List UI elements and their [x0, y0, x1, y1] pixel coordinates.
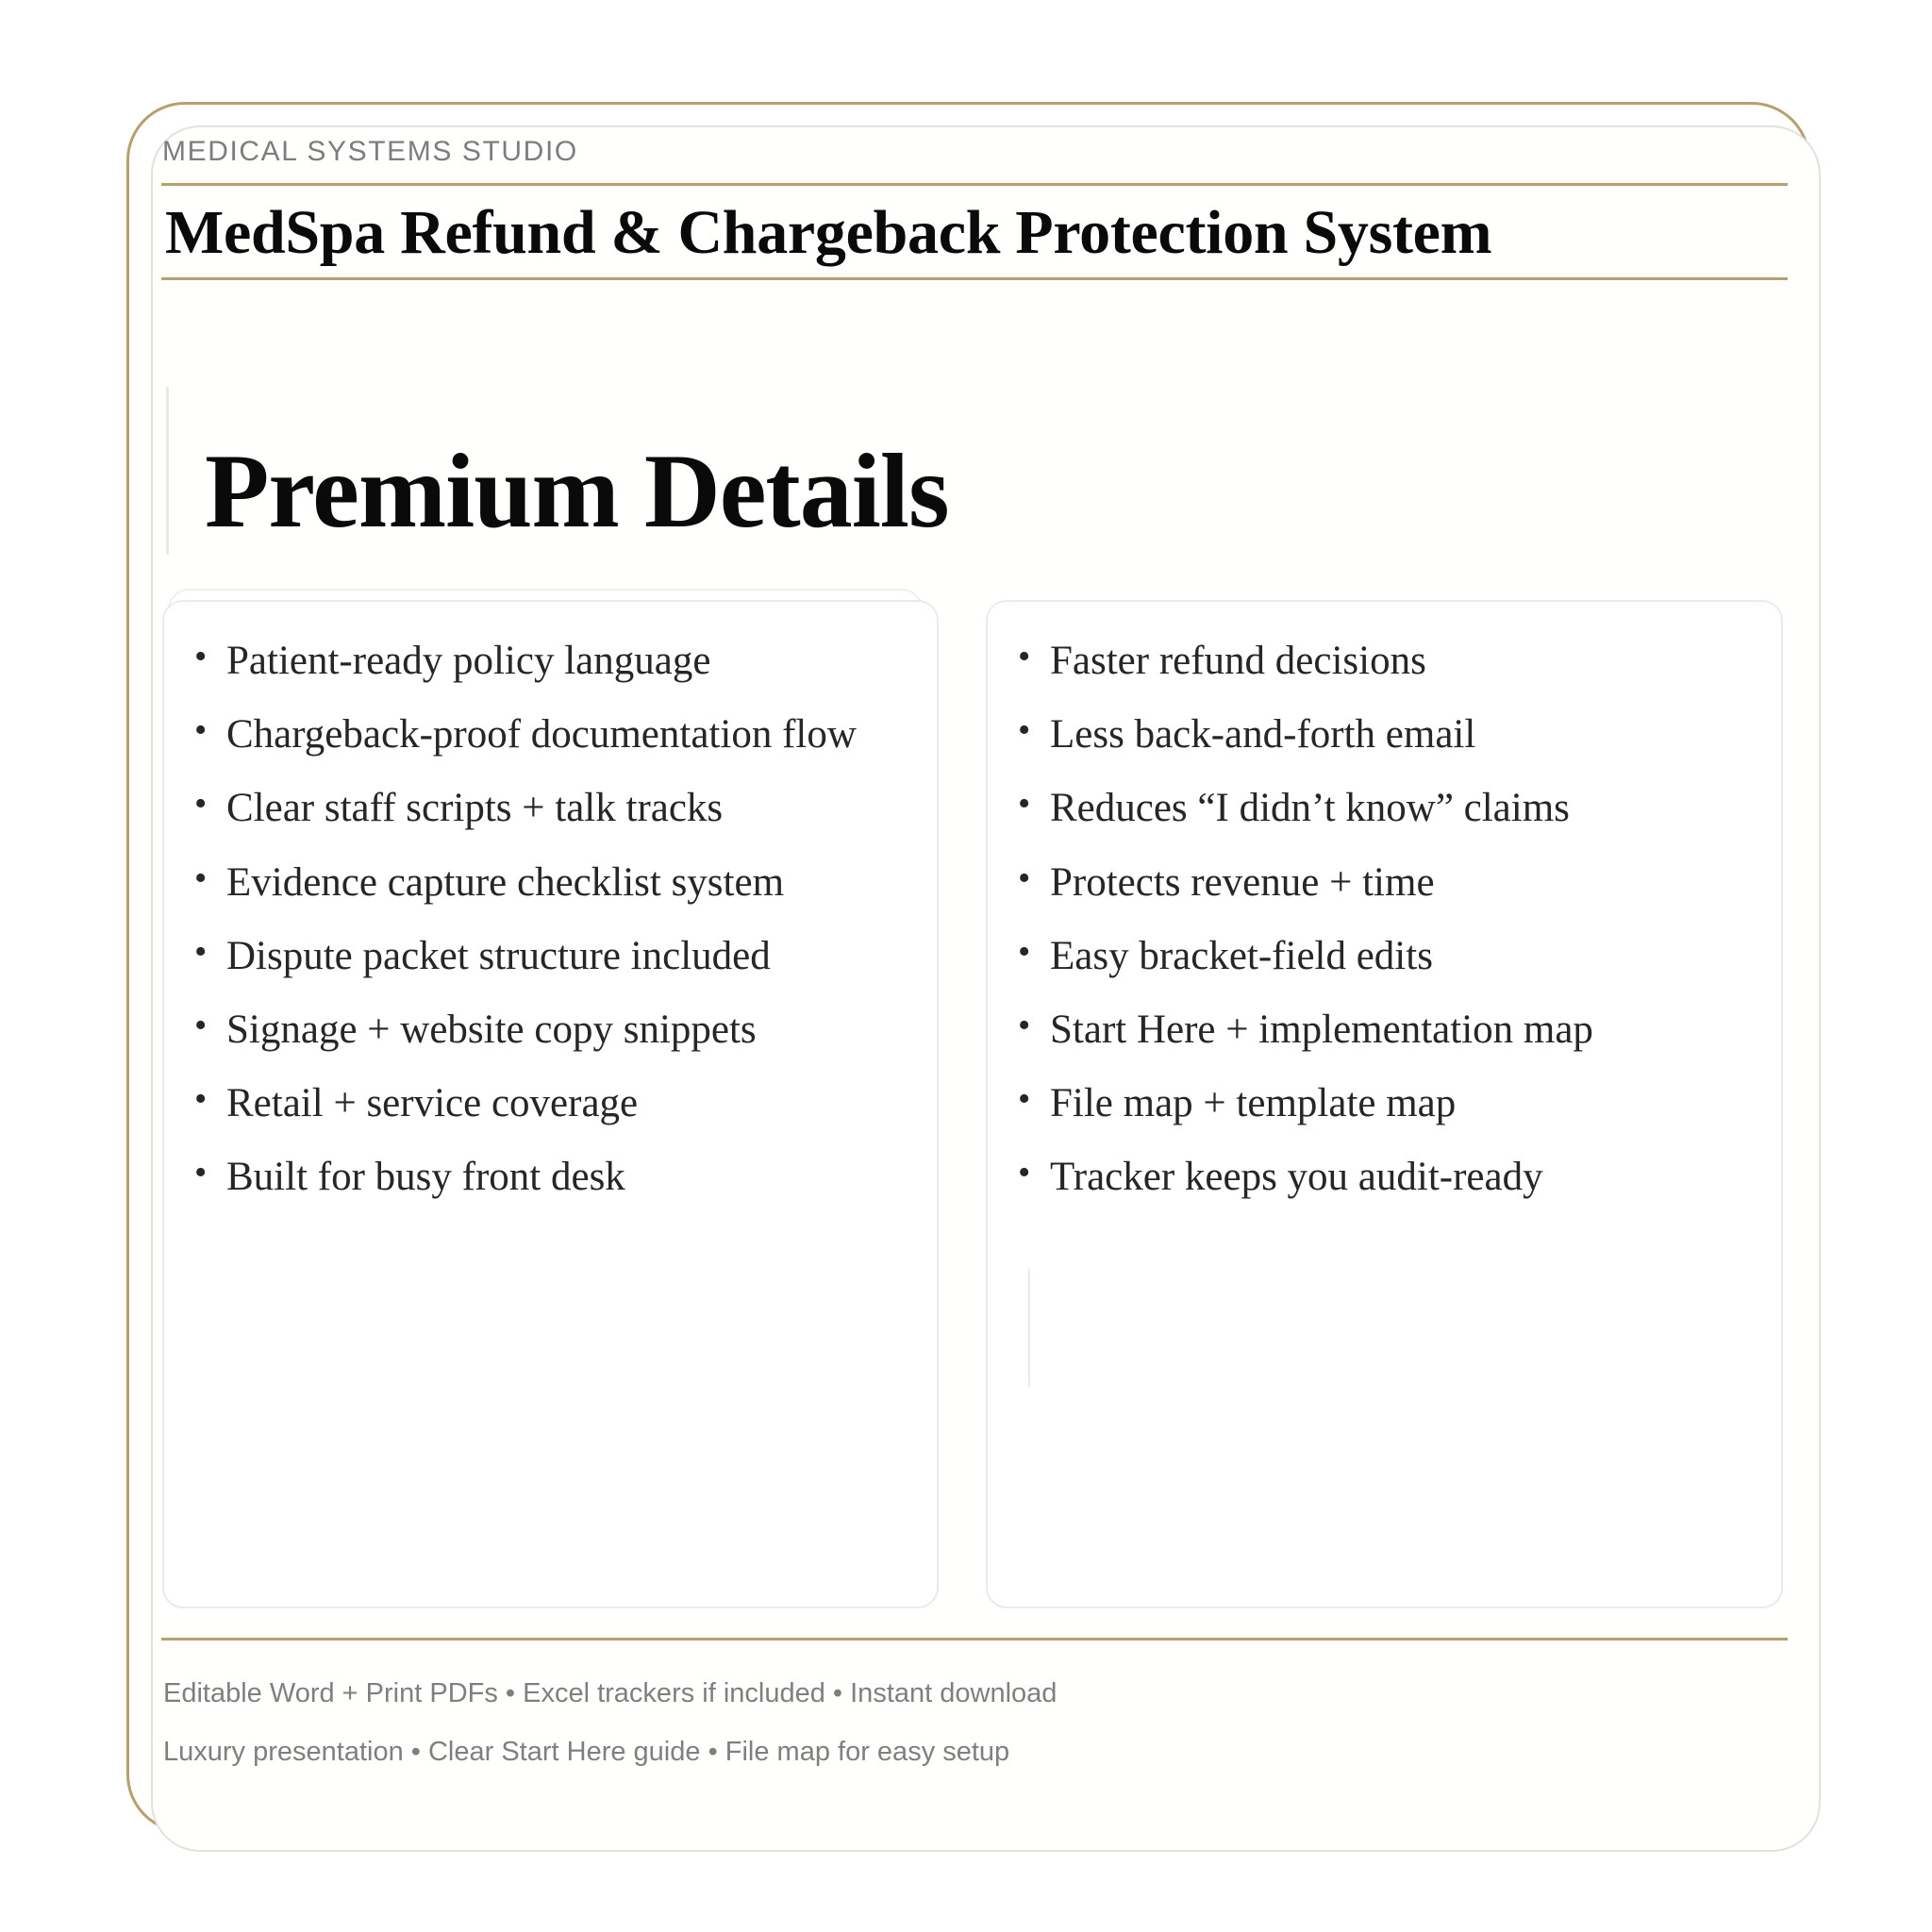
list-item: • Built for busy front desk: [187, 1150, 905, 1204]
footer-line-deliverables: Editable Word + Print PDFs • Excel trackers if included • Instant download: [163, 1678, 1058, 1708]
list-item: • Patient-ready policy language: [187, 634, 905, 688]
gold-rule-footer: [161, 1638, 1788, 1641]
gold-rule-above-title: [161, 183, 1788, 186]
list-item: • Chargeback-proof documentation flow: [187, 708, 905, 761]
list-item: • Signage + website copy snippets: [187, 1003, 905, 1057]
benefits-list-right: [988, 602, 1781, 1205]
benefits-card-right: [986, 600, 1783, 1608]
list-item: • Reduces “I didn’t know” claims: [1010, 781, 1749, 835]
list-item: • Less back-and-forth email: [1010, 708, 1749, 761]
brand-eyebrow: MEDICAL SYSTEMS STUDIO: [162, 136, 578, 167]
card-inner-accent-hairline: [1028, 1269, 1030, 1387]
list-item: • Dispute packet structure included: [187, 929, 905, 983]
section-heading-group: [166, 387, 1581, 555]
features-list-left: [164, 602, 937, 1205]
list-item: • Start Here + implementation map: [1010, 1003, 1749, 1057]
gold-rule-below-title: [161, 277, 1788, 280]
list-item: • Tracker keeps you audit-ready: [1010, 1150, 1749, 1204]
features-card-left: [162, 600, 939, 1608]
list-item: • Retail + service coverage: [187, 1076, 905, 1130]
list-item: • Evidence capture checklist system: [187, 856, 905, 909]
list-item: • Faster refund decisions: [1010, 634, 1749, 688]
footer-line-benefits: Luxury presentation • Clear Start Here guide • File map for easy setup: [163, 1737, 1010, 1767]
list-item: • File map + template map: [1010, 1076, 1749, 1130]
header: [161, 138, 1625, 280]
section-heading: Premium Details: [205, 433, 949, 550]
list-item: • Easy bracket-field edits: [1010, 929, 1749, 983]
list-item: • Clear staff scripts + talk tracks: [187, 781, 905, 835]
page-title: MedSpa Refund & Chargeback Protection System: [165, 198, 1492, 267]
list-item: • Protects revenue + time: [1010, 856, 1749, 909]
footer: [161, 1638, 1788, 1766]
